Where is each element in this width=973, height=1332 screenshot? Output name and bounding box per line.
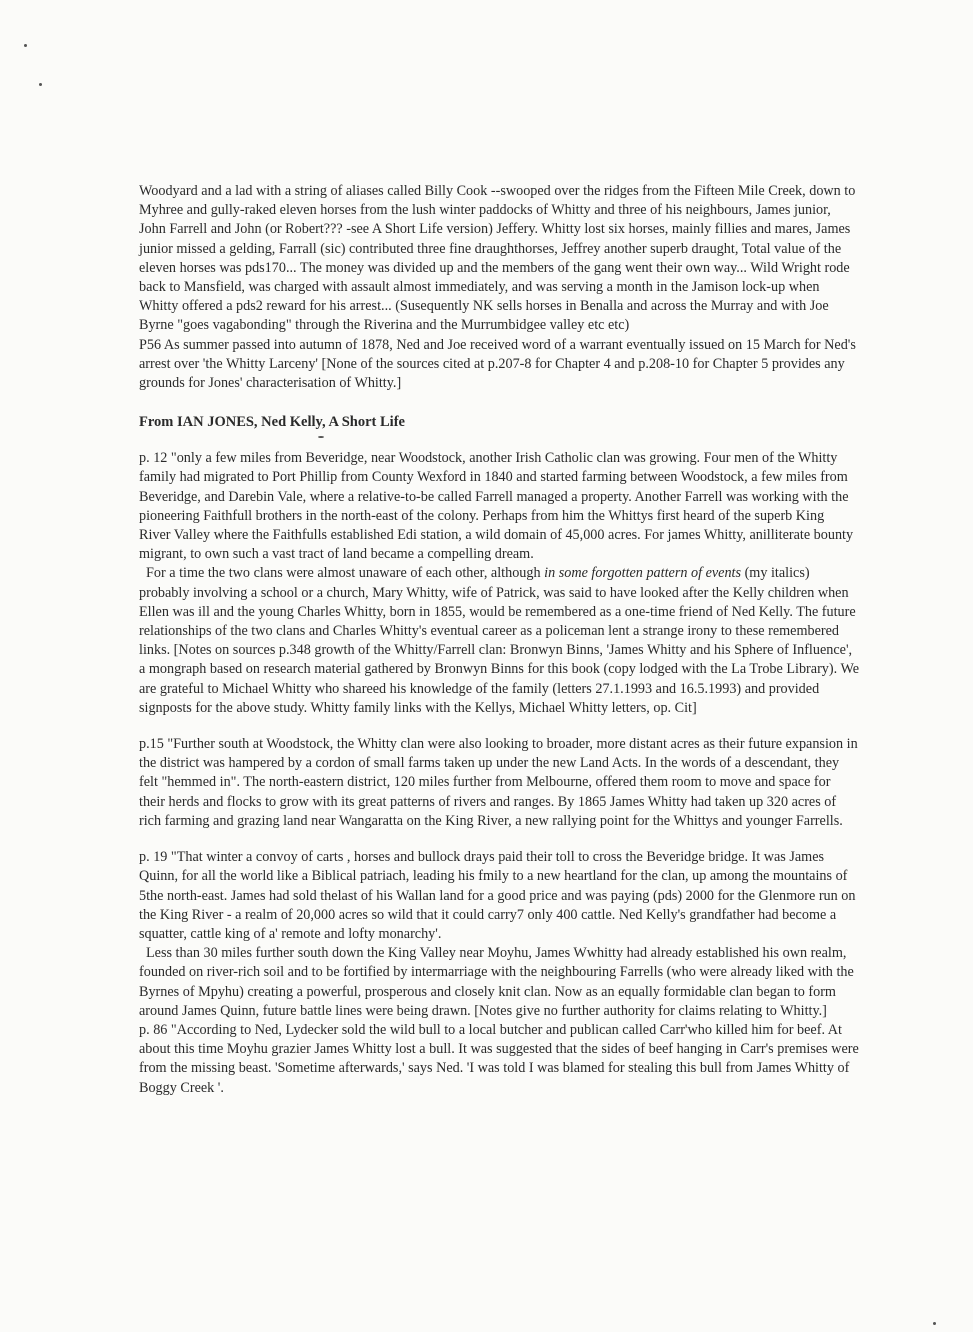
paragraph-p19: p. 19 "That winter a convoy of carts , horses and bullock drays paid their toll to cross the Beveridge bridge. It was James Quinn, for all the world like a Biblical patriach, leading his fmily to a new heartland for the clan, up among the mountains of 5the north-east. James had sold thelast of his Wallan land for a good price and was paying (pds) 2000 for the Glenmore run on the King River - a realm of 20,000 acres so wild that it could carry7 only 400 cattle. Ned Kelly's grandfather had become a squatter, cattle king of a' remote and lofty monarchy'. — [139, 849, 856, 942]
document-body — [139, 182, 859, 1098]
paragraph-p15: p.15 "Further south at Woodstock, the Whitty clan were also looking to broader, more distant acres as their future expansion in the district was hampered by a cordon of small farms taken up under the new Land Acts. In the words of a descendant, they felt "hemmed in". The north-eastern district, 120 miles further from Melbourne, offered them room to move and space for their herds and flocks to grow with its great patterns of rivers and ranges. By 1865 James Whitty had taken up 320 acres of rich farming and grazing land near Wangaratta on the King River, a new rallying point for the Whittys and younger Farrells. — [139, 736, 858, 829]
section-heading: From IAN JONES, Ned Kelly, A Short Life — [139, 414, 405, 431]
paragraph-p12: p. 12 "only a few miles from Beveridge, near Woodstock, another Irish Catholic clan was growing. Four men of the Whitty family had migrated to Port Phillip from County Wexford in 1840 and started farming between Woodstock, a few miles from Beveridge, and Darebin Vale, where a relative-to-be called Farrell managed a property. Another Farrell was working with the pioneering Faithfull brothers in the north-east of the colony. Perhaps from him the Whittys first heard of the superb King River Valley where the Faithfulls established Edi station, a wild domain of 45,000 acres. For james Whitty, anilliterate bounty migrant, to own such a vast tract of land became a compelling dream. — [139, 450, 854, 563]
paragraph-p12-continued — [139, 564, 859, 718]
scan-speck — [933, 1322, 936, 1325]
paragraph-p86: p. 86 "According to Ned, Lydecker sold the wild bull to a local butcher and publican called Carr'who killed him for beef. At about this time Moyhu grazier James Whitty lost a bull. It was suggested that the sides of beef hanging in Carr's premises were from the missing beast. 'Sometime afterwards,' says Ned. 'I was told I was blamed for stealing this bull from James Whitty of Boggy Creek '. — [139, 1021, 859, 1096]
paragraph-p19-continued: Less than 30 miles further south down the King Valley near Moyhu, James Wwhitty had already established his own realm, founded on river-rich soil and to be fortified by intermarriage with the neighbouring Farrells (who were already liked with the Byrnes of Mpyhu) creating a powerful, prosperous and closely knit clan. Now as an equally formidable clan began to form around James Quinn, future battle lines were being drawn. [Notes give no further authority for claims relating to Whitty.] — [139, 945, 854, 1019]
scan-speck — [39, 83, 42, 86]
text-run: For a time the two clans were almost unaware of each other, although — [146, 565, 545, 582]
scan-speck — [24, 44, 27, 47]
paragraph-whitty-larceny: Woodyard and a lad with a string of aliases called Billy Cook --swooped over the ridges from the Fifteen Mile Creek, down to Myhree and gully-raked eleven horses from the lush winter paddocks of Whitty and three of his neighbours, James junior, John Farrell and John (or Robert??? -see A Short Life version) Jeffery. Whitty lost six horses, mainly fillies and mares, James junior missed a gelding, Farrall (sic) contributed three fine draughthorses, Jeffrey another superb draught, Total value of the eleven horses was pds170... The money was divided up and the members of the gang went their own way... Wild Wright rode back to Mansfield, was charged with assault almost immediately, and was serving a month in the Jamison lock-up when Whitty offered a pds2 reward for his arrest... (Susequently NK sells horses in Benalla and across the Murray and with Joe Byrne "goes vagabonding" through the Riverina and the Murrumbidgee valley etc etc) — [139, 183, 856, 334]
paragraph-p56: P56 As summer passed into autumn of 1878, Ned and Joe received word of a warrant eventually issued on 15 March for Ned's arrest over 'the Whitty Larceny' [None of the sources cited at p.207-8 for Chapter 4 and p.208-10 for Chapter 5 provides any grounds for Jones' characterisation of Whitty.] — [139, 336, 856, 392]
italic-text: in some forgotten pattern of events — [544, 565, 742, 582]
text-run: (my italics) probably involving a school or a church, Mary Whitty, wife of Patrick, was said to have looked after the Kelly children when Ellen was ill and the young Charles Whitty, born in 1855, would be remembered as a one-time friend of Ned Kelly. The future relationships of the two clans and Charles Whitty's eventual career as a policeman lent a strange irony to these remembered links. [Notes on sources p.348 growth of the Whitty/Farrell clan: Bronwyn Binns, 'James Whitty and his Sphere of Influence', a mongraph based on research material gathered by Bronwyn Binns for this book (copy lodged with the La Trobe Library). We are grateful to Michael Whitty who shareed his knowledge of the family (letters 27.1.1993 and 16.5.1993) and provided signposts for the above study. Whitty family links with the Kellys, Michael Whitty letters, op. Cit] — [139, 565, 860, 716]
